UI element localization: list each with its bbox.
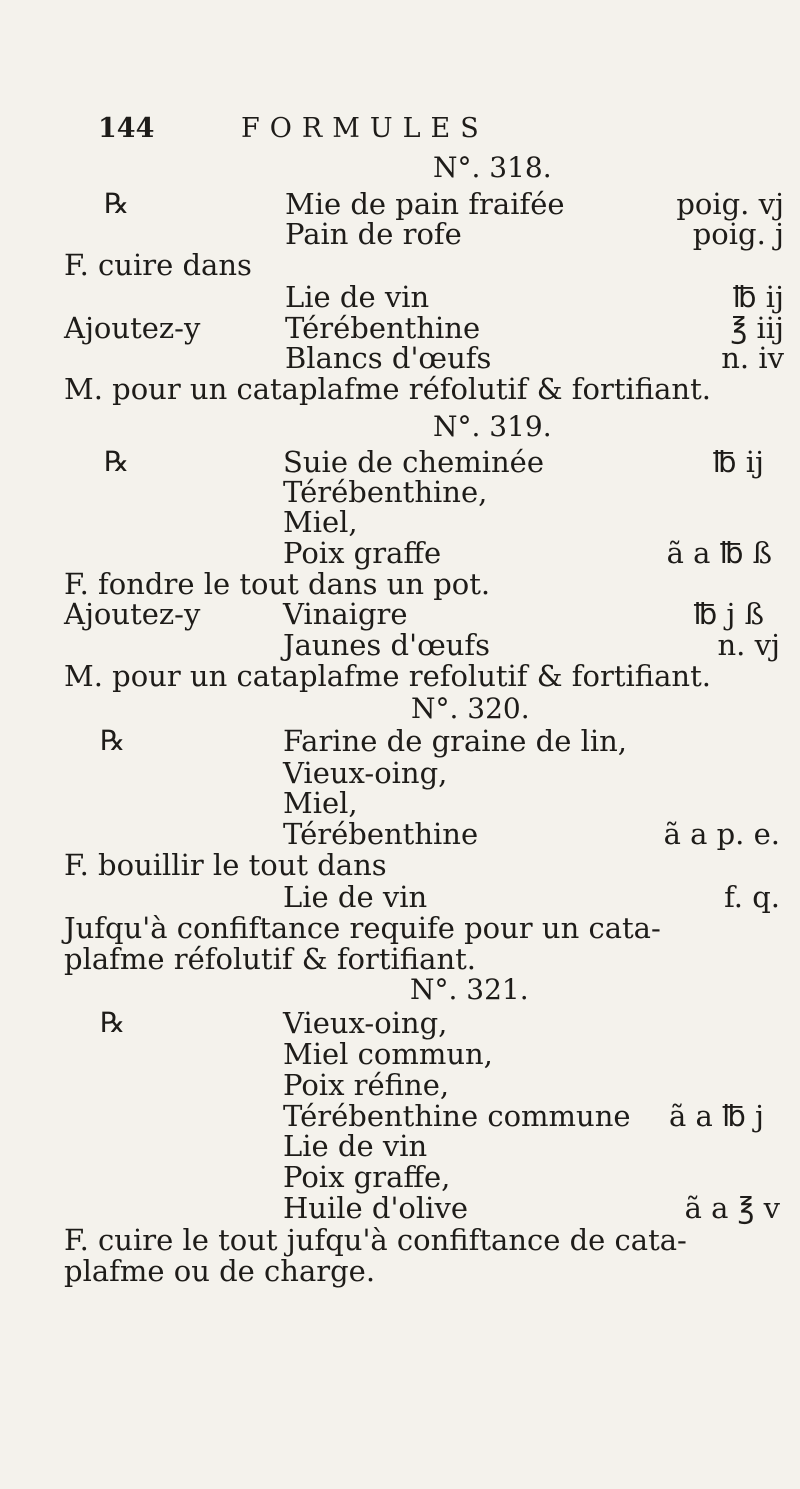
ingredient: Térébenthine: [283, 817, 479, 851]
ingredient: Poix graffe: [283, 536, 442, 570]
ingredient: Vieux-oing,: [283, 1006, 448, 1040]
ingredient: Jaunes d'œufs: [283, 628, 491, 662]
recipe-number: N°. 321.: [410, 973, 529, 1006]
ingredient: Lie de vin: [283, 1129, 428, 1163]
instruction-label: Ajoutez-y: [64, 597, 201, 631]
quantity: ã a ℔ ß: [666, 536, 772, 570]
ingredient: Lie de vin: [283, 880, 428, 914]
instruction: F. bouillir le tout dans: [64, 848, 387, 882]
instruction: F. cuire le tout jufqu'à confiftance de cata-: [64, 1223, 687, 1257]
ingredient: Lie de vin: [285, 280, 430, 314]
page-number: 144: [98, 113, 155, 144]
quantity: ℥ iij: [730, 311, 784, 345]
running-title: FORMULES: [241, 113, 489, 144]
ingredient: Blancs d'œufs: [285, 341, 492, 375]
ingredient: Mie de pain fraifée: [285, 187, 565, 221]
quantity: ã a p. e.: [663, 817, 780, 851]
ingredient: Vieux-oing,: [283, 756, 448, 790]
quantity: f. q.: [724, 880, 780, 914]
recipe-sign: ℞: [104, 187, 130, 220]
instruction: plafme ou de charge.: [64, 1254, 376, 1288]
instruction-label: Ajoutez-y: [64, 311, 201, 345]
recipe-number: N°. 320.: [411, 692, 530, 725]
ingredient: Poix réfine,: [283, 1068, 450, 1102]
instruction: M. pour un cataplafme refolutif & fortifiant.: [64, 659, 711, 693]
ingredient: Térébenthine,: [283, 475, 488, 509]
recipe-sign: ℞: [100, 724, 126, 757]
ingredient: Miel commun,: [283, 1037, 493, 1071]
quantity: ã a ℥ v: [684, 1191, 780, 1225]
quantity: ℔ ij: [732, 280, 784, 314]
recipe-number: N°. 318.: [433, 151, 552, 184]
instruction: plafme réfolutif & fortifiant.: [64, 942, 476, 976]
ingredient: Huile d'olive: [283, 1191, 468, 1225]
ingredient: Térébenthine commune: [283, 1099, 631, 1133]
quantity: poig. vj: [676, 187, 784, 221]
quantity: ℔ ij: [712, 445, 764, 479]
ingredient: Farine de graine de lin,: [283, 724, 628, 758]
instruction: M. pour un cataplafme réfolutif & fortifiant.: [64, 372, 711, 406]
ingredient: Miel,: [283, 786, 358, 820]
recipe-sign: ℞: [100, 1006, 126, 1039]
quantity: n. iv: [721, 341, 784, 375]
quantity: poig. j: [692, 217, 784, 251]
ingredient: Térébenthine: [285, 311, 481, 345]
quantity: ℔ j ß: [693, 597, 764, 631]
instruction: F. fondre le tout dans un pot.: [64, 567, 491, 601]
ingredient: Suie de cheminée: [283, 445, 544, 479]
quantity: ã a ℔ j: [669, 1099, 764, 1133]
recipe-sign: ℞: [104, 445, 130, 478]
instruction: Jufqu'à confiftance requife pour un cata-: [64, 911, 661, 945]
ingredient: Poix graffe,: [283, 1160, 451, 1194]
recipe-number: N°. 319.: [433, 410, 552, 443]
ingredient: Pain de rofe: [285, 217, 462, 251]
quantity: n. vj: [717, 628, 780, 662]
instruction: F. cuire dans: [64, 248, 252, 282]
ingredient: Vinaigre: [283, 597, 408, 631]
ingredient: Miel,: [283, 505, 358, 539]
